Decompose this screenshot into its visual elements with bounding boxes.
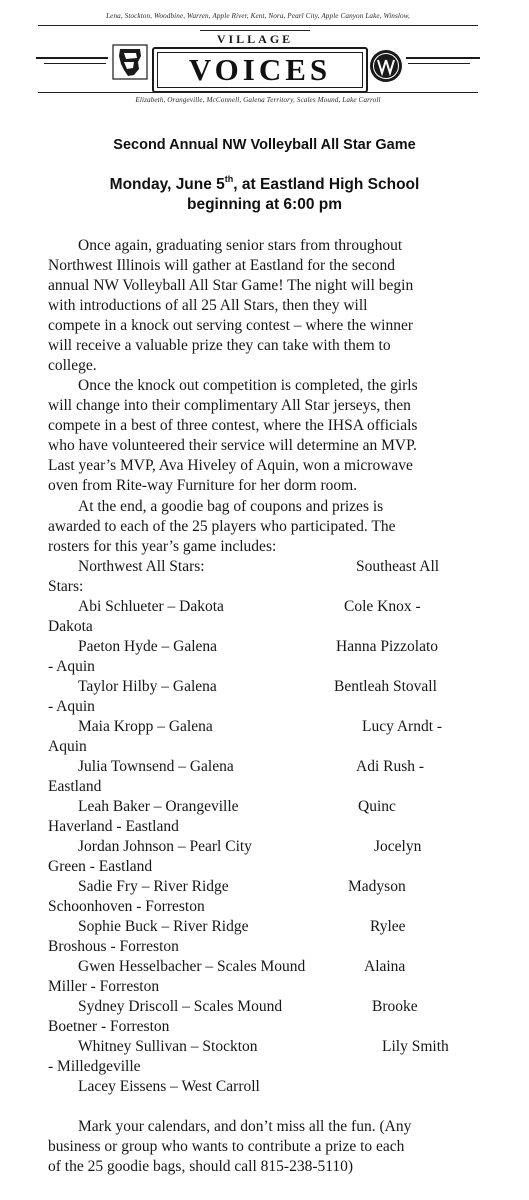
roster-southeast-player: Alaina (364, 958, 406, 975)
masthead-voices-box (152, 47, 368, 93)
masthead-scroll-left-thin (44, 63, 106, 64)
article-title: Second Annual NW Volleyball All Star Game (113, 137, 416, 153)
paragraph-line: annual NW Volleyball All Star Game! The night will begin (48, 277, 414, 294)
roster-northwest-player: Sophie Buck – River Ridge (78, 918, 249, 935)
roster-southeast-wrap: Boetner - Forreston (48, 1018, 170, 1035)
paragraph-line: with introductions of all 25 All Stars, then they will (48, 297, 368, 314)
masthead-village: VILLAGE (200, 30, 310, 49)
roster-northwest-player: Jordan Johnson – Pearl City (78, 838, 252, 855)
roster-southeast-player: Bentleah Stovall (334, 678, 437, 695)
roster-header-wrap: Stars: (48, 578, 84, 595)
roster-southeast-wrap: - Aquin (48, 698, 95, 715)
roster-southeast-wrap: - Milledgeville (48, 1058, 141, 1075)
roster-header-northwest: Northwest All Stars: (78, 558, 205, 575)
paragraph-line: Northwest Illinois will gather at Eastland for the second (48, 257, 395, 274)
roster-northwest-player: Sadie Fry – River Ridge (78, 878, 229, 895)
paragraph-line: awarded to each of the 25 players who participated. The (48, 518, 396, 535)
roster-northwest-player: Abi Schlueter – Dakota (78, 598, 224, 615)
masthead-towns-top: Lena, Stockton, Woodbine, Warren, Apple River, Kent, Nora, Pearl City, Apple Canyon Lake, Winslow, (106, 12, 410, 20)
roster-northwest-player: Gwen Hesselbacher – Scales Mound (78, 958, 306, 975)
paragraph-line: Last year’s MVP, Ava Hiveley of Aquin, won a microwave (48, 457, 413, 474)
paragraph-line: Once the knock out competition is completed, the girls (78, 377, 418, 394)
roster-northwest-player: Whitney Sullivan – Stockton (78, 1038, 258, 1055)
paragraph-line: will receive a valuable prize they can take with them to (48, 337, 391, 354)
roster-southeast-wrap: Green - Eastland (48, 858, 153, 875)
roster-southeast-player: Brooke (372, 998, 418, 1015)
paragraph-line: oven from Rite-way Furniture for her dorm room. (48, 477, 358, 494)
paragraph-line: who have volunteered their service will determine an MVP. (48, 437, 417, 454)
masthead-scroll-left (36, 57, 108, 59)
roster-southeast-player: Rylee (370, 918, 406, 935)
event-time: beginning at 6:00 pm (186, 196, 342, 213)
closing-line: business or group who wants to contribute a prize to each (48, 1138, 405, 1155)
paragraph-line: compete in a knock out serving contest – where the winner (48, 317, 413, 334)
roster-southeast-wrap: Aquin (48, 738, 87, 755)
roster-northwest-player: Leah Baker – Orangeville (78, 798, 239, 815)
roster-southeast-wrap: Haverland - Eastland (48, 818, 179, 835)
roster-southeast-wrap: Eastland (48, 778, 102, 795)
roster-southeast-player: Quinc (358, 798, 396, 815)
masthead-towns-bottom: Elizabeth, Orangeville, McConnell, Galena Territory, Scales Mound, Lake Carroll (135, 96, 381, 104)
roster-southeast-player: Jocelyn (374, 838, 422, 855)
roster-southeast-wrap: - Aquin (48, 658, 95, 675)
roster-southeast-wrap: Dakota (48, 618, 93, 635)
roster-southeast-player: Lily Smith (382, 1038, 449, 1055)
paragraph-line: will change into their complimentary All Star jerseys, then (48, 397, 411, 414)
roster-southeast-wrap: Miller - Forreston (48, 978, 160, 995)
closing-line: Mark your calendars, and don’t miss all the fun. (Any (78, 1118, 412, 1135)
paragraph-line: At the end, a goodie bag of coupons and prizes is (78, 498, 384, 515)
roster-southeast-player: Madyson (348, 878, 406, 895)
paragraph-line: rosters for this year’s game includes: (48, 538, 277, 555)
roster-header-southeast: Southeast All (356, 558, 440, 575)
roster-southeast-player: Hanna Pizzolato (336, 638, 439, 655)
illinois-map-icon (112, 44, 148, 80)
roster-southeast-player: Lucy Arndt - (362, 718, 443, 735)
roster-northwest-player: Julia Townsend – Galena (78, 758, 234, 775)
masthead-scroll-right (406, 57, 480, 59)
roster-southeast-player: Adi Rush - (356, 758, 425, 775)
event-date (0, 176, 529, 194)
masthead (32, 10, 484, 110)
roster-southeast-player: Cole Knox - (344, 598, 421, 615)
event-date-suffix: th (224, 174, 234, 184)
masthead-rule-bottom (38, 92, 478, 93)
roster-northwest-player: Taylor Hilby – Galena (78, 678, 217, 695)
event-location: , at Eastland High School (233, 176, 420, 193)
roster-northwest-player: Paeton Hyde – Galena (78, 638, 218, 655)
roster-southeast-wrap: Schoonhoven - Forreston (48, 898, 205, 915)
roster-northwest-player: Lacey Eissens – West Carroll (78, 1078, 260, 1095)
masthead-scroll-right-thin (408, 63, 470, 64)
masthead-rule-top (38, 25, 478, 26)
paragraph-line: compete in a best of three contest, where the IHSA officials (48, 417, 418, 434)
paragraph-line: Once again, graduating senior stars from throughout (78, 237, 403, 254)
closing-line: of the 25 goodie bags, should call 815-238-5110) (48, 1158, 354, 1175)
event-date-main: Monday, June 5 (109, 176, 225, 193)
roster-northwest-player: Sydney Driscoll – Scales Mound (78, 998, 283, 1015)
vv-logo-icon (368, 48, 404, 84)
masthead-voices: VOICES (188, 52, 332, 87)
paragraph-line: college. (48, 357, 97, 374)
roster-southeast-wrap: Broshous - Forreston (48, 938, 179, 955)
roster-northwest-player: Maia Kropp – Galena (78, 718, 213, 735)
